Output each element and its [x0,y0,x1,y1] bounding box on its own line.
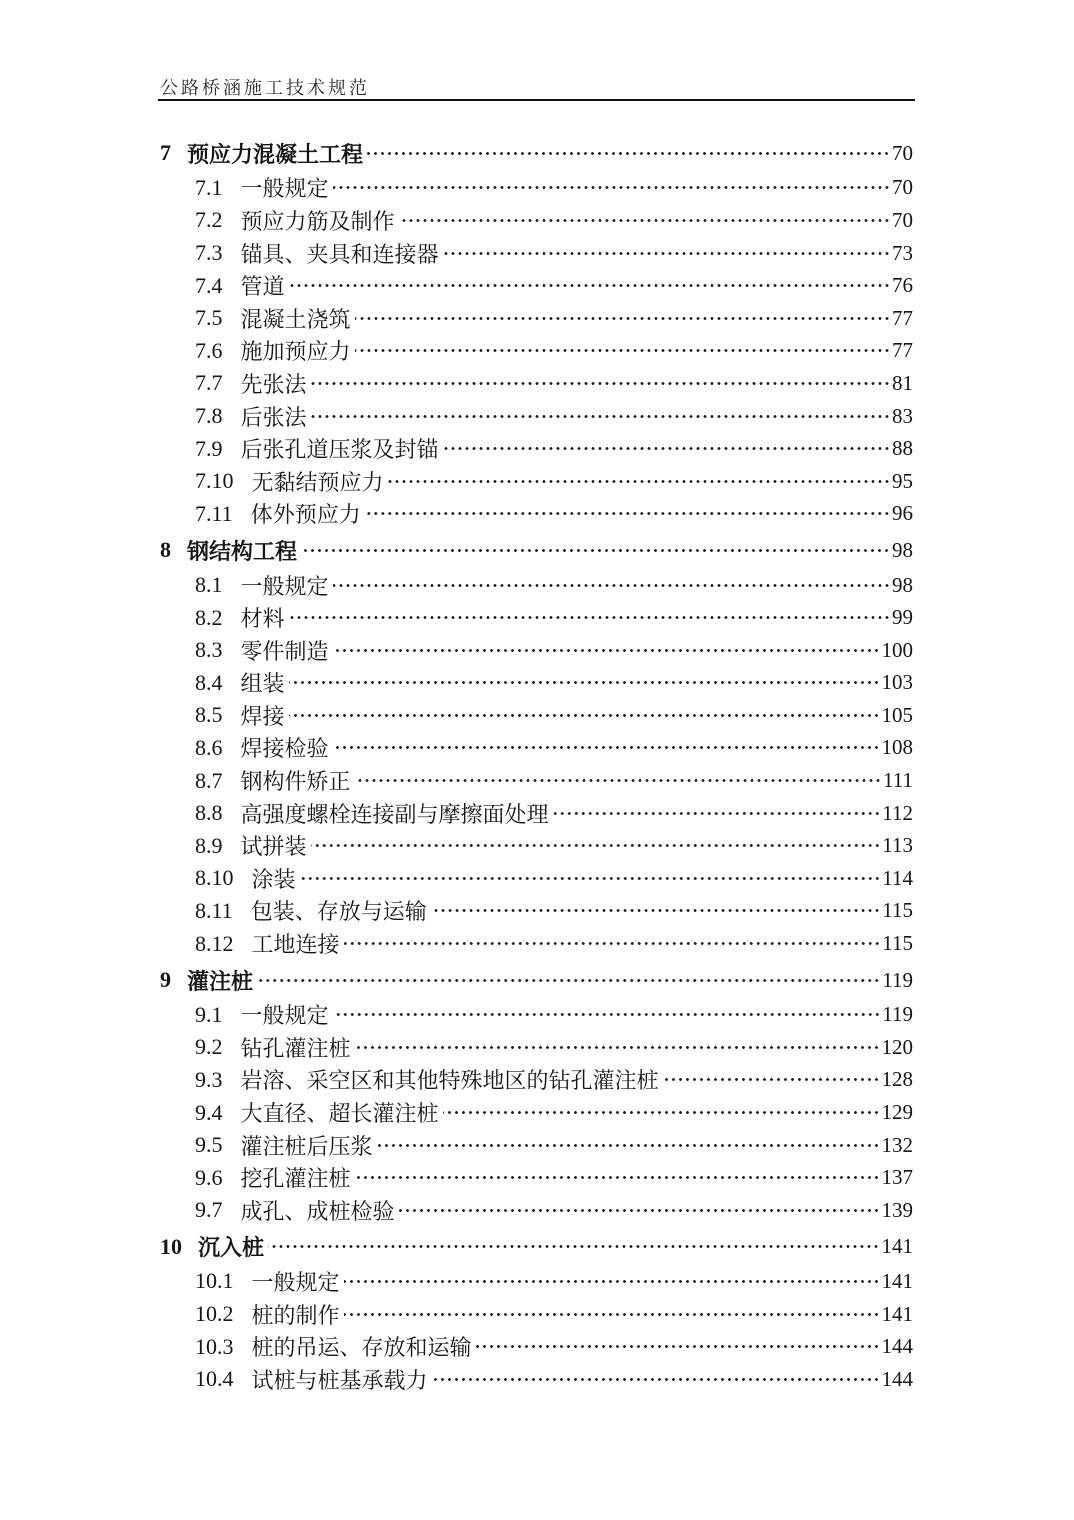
toc-entry-number: 8.11 [195,897,233,923]
toc-entry-title: 桩的制作 [251,1302,340,1328]
toc-entry-page: 115 [882,898,913,923]
dot-leader [367,137,890,170]
toc-entry-title: 大直径、超长灌注桩 [240,1101,439,1127]
toc-entry-number: 9.1 [195,1001,223,1027]
toc-entry [160,764,913,797]
toc-entry-number: 8.7 [195,767,223,793]
toc-entry-page: 141 [881,1268,913,1293]
toc-entry-page: 141 [881,1234,913,1259]
toc-entry [160,367,913,400]
toc-entry-title: 后张孔道压浆及封锚 [240,437,439,463]
toc-entry-page: 119 [882,967,913,992]
dot-leader [344,1298,880,1331]
toc-entry [160,269,913,302]
toc-entry-number: 8.6 [195,734,223,760]
toc-entry-page: 96 [892,501,913,526]
toc-entry-page: 83 [892,403,913,428]
toc-entry-page: 128 [881,1067,913,1092]
toc-entry-number: 8.8 [195,800,223,826]
toc-entry-page: 103 [881,670,913,695]
dot-leader [257,964,880,997]
toc-entry-title: 灌注桩后压浆 [240,1133,373,1159]
toc-entry [160,204,913,237]
toc-entry [160,634,913,667]
toc-entry [160,862,913,895]
toc-entry-number: 9.3 [195,1066,223,1092]
toc-entry-page: 111 [883,768,913,793]
dot-leader [399,204,890,237]
dot-leader [344,927,881,960]
dot-leader [663,1064,880,1097]
toc-entry-page: 88 [892,436,913,461]
toc-entry-number: 9.2 [195,1034,223,1060]
toc-entry-title: 后张法 [240,404,307,430]
toc-entry-title: 试桩与桩基承载力 [251,1367,428,1393]
dot-leader [355,302,890,335]
toc-entry [160,569,913,602]
dot-leader [377,1129,880,1162]
dot-leader [355,335,890,368]
toc-entry-page: 114 [882,865,913,890]
running-header-title: 公路桥涵施工技术规范 [160,78,370,98]
toc-entry-page: 73 [892,240,913,265]
toc-entry-number: 10.2 [195,1301,234,1327]
toc-entry-title: 钻孔灌注桩 [240,1035,351,1061]
toc-entry-title: 管道 [240,274,285,300]
toc-entry-number: 7.5 [195,305,223,331]
toc-entry [160,432,913,465]
toc-entry-number: 9.4 [195,1099,223,1125]
toc-entry-number: 10 [160,1233,182,1259]
toc-entry-number: 7.7 [195,370,223,396]
dot-leader [443,1096,880,1129]
dot-leader [333,732,880,765]
toc-entry-page: 113 [882,833,913,858]
dot-leader [289,699,880,732]
dot-leader [333,634,880,667]
dot-leader [289,601,890,634]
toc-entry-title: 挖孔灌注桩 [240,1166,351,1192]
toc-entry-number: 8 [160,537,171,563]
toc-entry-page: 112 [882,800,913,825]
toc-entry-number: 10.3 [195,1333,234,1359]
toc-entry-title: 零件制造 [240,638,329,664]
toc-entry-title: 先张法 [240,371,307,397]
toc-entry-number: 8.3 [195,637,223,663]
toc-entry-title: 预应力筋及制作 [240,208,395,234]
dot-leader [399,1194,880,1227]
toc-entry-page: 119 [882,1002,913,1027]
toc-entry-number: 7.9 [195,435,223,461]
dot-leader [311,367,890,400]
toc-entry-number: 7.6 [195,337,223,363]
toc-entry-title: 材料 [240,606,285,632]
toc-entry-page: 70 [892,175,913,200]
toc-entry-title: 涂装 [251,866,296,892]
toc-entry-title: 桩的吊运、存放和运输 [251,1335,472,1361]
toc-entry-page: 98 [892,537,913,562]
toc-entry-number: 8.2 [195,604,223,630]
toc-entry-page: 108 [881,735,913,760]
dot-leader [311,829,881,862]
toc-entry-number: 7.4 [195,272,223,298]
dot-leader [355,1161,880,1194]
toc-entry-title: 包装、存放与运输 [250,899,427,925]
dot-leader [443,237,890,270]
toc-entry [160,699,913,732]
toc-entry-title: 混凝土浇筑 [240,306,351,332]
toc-entry-page: 105 [881,702,913,727]
dot-leader [476,1330,880,1363]
toc-entry-page: 77 [892,338,913,363]
toc-entry-title: 灌注桩 [187,968,254,994]
toc-entry-title: 试拼装 [240,834,307,860]
dot-leader [289,269,890,302]
toc-entry-title: 工地连接 [251,932,340,958]
toc-entry-title: 预应力混凝土工程 [187,141,364,167]
toc-entry-title: 钢构件矫正 [240,769,351,795]
dot-leader [553,797,881,830]
toc-entry-page: 77 [892,305,913,330]
toc-entry-title: 一般规定 [240,1003,329,1029]
toc-entry-title: 一般规定 [240,176,329,202]
dot-leader [268,1231,879,1264]
toc-entry-title: 钢结构工程 [187,538,298,564]
toc-entry [160,998,913,1031]
toc-entry [160,964,913,997]
dot-leader [333,998,881,1031]
toc-entry [160,1064,913,1097]
dot-leader [344,1265,880,1298]
toc-entry-number: 7.1 [195,174,223,200]
toc-entry-title: 高强度螺栓连接副与摩擦面处理 [240,801,549,827]
toc-entry-title: 焊接 [240,703,285,729]
toc-entry [160,601,913,634]
toc-entry [160,895,913,928]
toc-entry-page: 120 [881,1034,913,1059]
toc-entry [160,1265,913,1298]
toc-entry-number: 7.2 [195,207,223,233]
toc-entry [160,172,913,205]
toc-entry-page: 70 [892,207,913,232]
toc-entry [160,498,913,531]
toc-entry-title: 一般规定 [240,573,329,599]
toc-entry-page: 144 [881,1366,913,1391]
toc-entry-number: 7.11 [195,500,233,526]
toc-entry-number: 8.10 [195,865,234,891]
dot-leader [432,1363,880,1396]
toc-entry-page: 137 [881,1165,913,1190]
toc-entry [160,927,913,960]
toc-entry-page: 100 [881,637,913,662]
toc-entry-page: 139 [881,1197,913,1222]
toc-entry [160,732,913,765]
dot-leader [300,862,881,895]
toc-entry [160,797,913,830]
toc-entry-page: 95 [892,468,913,493]
toc-entry [160,1031,913,1064]
toc-entry-number: 8.5 [195,702,223,728]
toc-entry-page: 144 [881,1334,913,1359]
toc-entry-title: 沉入桩 [198,1235,265,1261]
toc-entry [160,302,913,335]
toc-entry [160,1231,913,1264]
dot-leader [431,895,881,928]
toc-entry [160,1129,913,1162]
toc-entry-number: 10.1 [195,1268,234,1294]
dot-leader [333,569,890,602]
dot-leader [443,432,890,465]
dot-leader [355,764,882,797]
toc-entry-number: 10.4 [195,1366,234,1392]
toc-entry-number: 9.5 [195,1132,223,1158]
dot-leader [365,498,890,531]
toc-entry-number: 8.1 [195,572,223,598]
dot-leader [289,667,880,700]
toc-entry-page: 98 [892,572,913,597]
toc-entry-title: 成孔、成桩检验 [240,1198,395,1224]
toc-entry-number: 7.3 [195,240,223,266]
toc-entry [160,667,913,700]
toc-entry-page: 141 [881,1301,913,1326]
header-rule [158,99,915,101]
dot-leader [388,465,890,498]
toc-entry-number: 7.8 [195,403,223,429]
toc-entry [160,829,913,862]
toc-entry [160,1363,913,1396]
toc-entry-page: 70 [892,140,913,165]
toc-entry [160,534,913,567]
toc-entry-title: 施加预应力 [240,339,351,365]
toc-entry-page: 76 [892,273,913,298]
toc-entry [160,1096,913,1129]
toc-entry-title: 焊接检验 [240,736,329,762]
toc-entry-number: 9.7 [195,1197,223,1223]
toc-entry-title: 体外预应力 [250,502,361,528]
dot-leader [355,1031,880,1064]
toc-entry [160,1330,913,1363]
toc-entry [160,1161,913,1194]
toc-entry-number: 7.10 [195,468,234,494]
toc-entry-title: 组装 [240,671,285,697]
toc-entry-number: 7 [160,140,171,166]
dot-leader [333,172,890,205]
toc-entry [160,237,913,270]
toc-entry-number: 8.12 [195,930,234,956]
toc-entry [160,400,913,433]
toc-entry-number: 9.6 [195,1164,223,1190]
toc-entry-title: 无黏结预应力 [251,469,384,495]
toc-entry-page: 115 [882,931,913,956]
toc-entry-number: 8.9 [195,832,223,858]
toc-entry-page: 99 [892,605,913,630]
toc-list [160,133,913,1396]
toc-entry [160,1298,913,1331]
toc-entry [160,137,913,170]
toc-entry-page: 129 [881,1100,913,1125]
toc-entry-number: 8.4 [195,669,223,695]
toc-entry-page: 81 [892,370,913,395]
dot-leader [311,400,890,433]
toc-entry-page: 132 [881,1132,913,1157]
toc-entry [160,335,913,368]
toc-entry [160,465,913,498]
toc-entry [160,1194,913,1227]
toc-entry-number: 9 [160,967,171,993]
toc-entry-title: 锚具、夹具和连接器 [240,241,439,267]
toc-entry-title: 岩溶、采空区和其他特殊地区的钻孔灌注桩 [240,1068,659,1094]
toc-entry-title: 一般规定 [251,1269,340,1295]
dot-leader [301,534,890,567]
